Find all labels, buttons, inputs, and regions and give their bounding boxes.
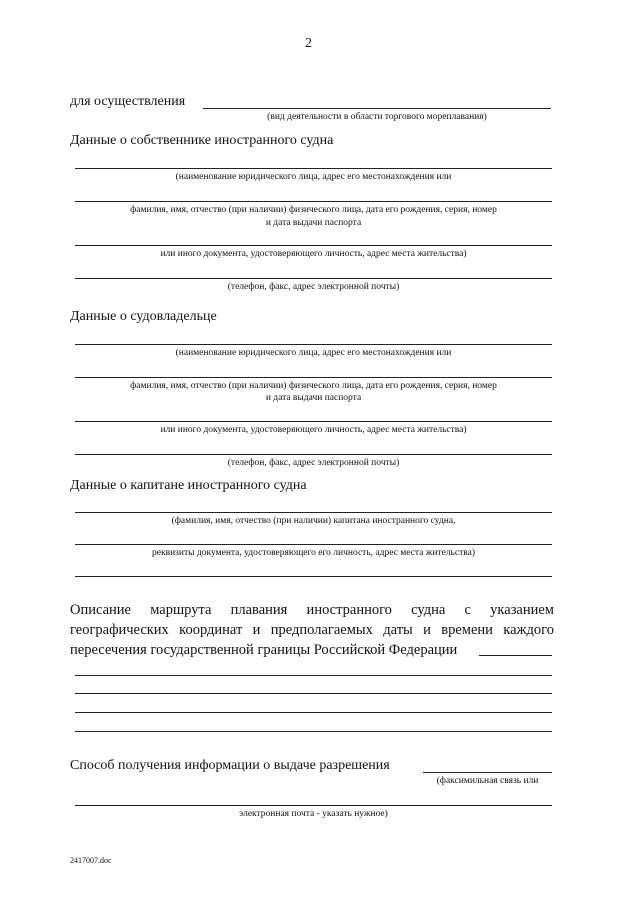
- route-text-line-2: географических координат и предполагаемых даты и времени каждого: [70, 622, 554, 638]
- activity-caption: (вид деятельности в области торгового мореплавания): [267, 112, 487, 122]
- info-method-caption-2: электронная почта - указать нужное): [239, 809, 388, 819]
- route-field-1[interactable]: [75, 675, 552, 676]
- shipowner-field-2[interactable]: [75, 377, 552, 378]
- owner-field-2[interactable]: [75, 201, 552, 202]
- shipowner-field-3[interactable]: [75, 421, 552, 422]
- file-name-footer: 2417007.doc: [70, 856, 112, 865]
- shipowner-field-1[interactable]: [75, 344, 552, 345]
- owner-field-4[interactable]: [75, 278, 552, 279]
- owner-field-3[interactable]: [75, 245, 552, 246]
- activity-field[interactable]: [203, 108, 551, 109]
- owner-caption-2b: и дата выдачи паспорта: [265, 218, 362, 228]
- shipowner-caption-2a: фамилия, имя, отчество (при наличии) физического лица, дата его рождения, серия, номер: [130, 381, 497, 391]
- owner-field-1[interactable]: [75, 168, 552, 169]
- shipowner-field-4[interactable]: [75, 454, 552, 455]
- shipowner-heading: Данные о судовладельце: [70, 309, 217, 324]
- shipowner-caption-4: (телефон, факс, адрес электронной почты): [227, 458, 400, 468]
- captain-caption-2: реквизиты документа, удостоверяющего его личность, адрес места жительства): [152, 548, 475, 558]
- info-method-field[interactable]: [423, 772, 552, 773]
- route-field-4[interactable]: [75, 731, 552, 732]
- route-text-line-3: пересечения государственной границы Российской Федерации: [70, 642, 458, 658]
- owner-caption-2a: фамилия, имя, отчество (при наличии) физического лица, дата его рождения, серия, номер: [130, 205, 497, 215]
- owner-caption-1: (наименование юридического лица, адрес его местонахождения или: [175, 172, 452, 182]
- route-field-2[interactable]: [75, 693, 552, 694]
- owner-heading: Данные о собственнике иностранного судна: [70, 133, 334, 148]
- info-method-caption-1: (факсимильная связь или: [436, 776, 539, 786]
- captain-caption-1: (фамилия, имя, отчество (при наличии) капитана иностранного судна,: [171, 516, 456, 526]
- route-text-line-1: Описание маршрута плавания иностранного судна с указанием: [70, 602, 554, 618]
- info-method-field-2[interactable]: [75, 805, 552, 806]
- info-method-label: Способ получения информации о выдаче разрешения: [70, 758, 390, 773]
- captain-field-3[interactable]: [75, 576, 552, 577]
- route-field-3[interactable]: [75, 712, 552, 713]
- owner-caption-4: (телефон, факс, адрес электронной почты): [227, 282, 400, 292]
- captain-heading: Данные о капитане иностранного судна: [70, 478, 307, 493]
- captain-field-2[interactable]: [75, 544, 552, 545]
- owner-caption-3: или иного документа, удостоверяющего личность, адрес места жительства): [160, 249, 467, 259]
- route-field-inline[interactable]: [479, 655, 552, 656]
- shipowner-caption-2b: и дата выдачи паспорта: [265, 393, 362, 403]
- shipowner-caption-3: или иного документа, удостоверяющего личность, адрес места жительства): [160, 425, 467, 435]
- page-number: 2: [305, 36, 312, 51]
- captain-field-1[interactable]: [75, 512, 552, 513]
- activity-label: для осуществления: [70, 94, 186, 109]
- shipowner-caption-1: (наименование юридического лица, адрес его местонахождения или: [175, 348, 452, 358]
